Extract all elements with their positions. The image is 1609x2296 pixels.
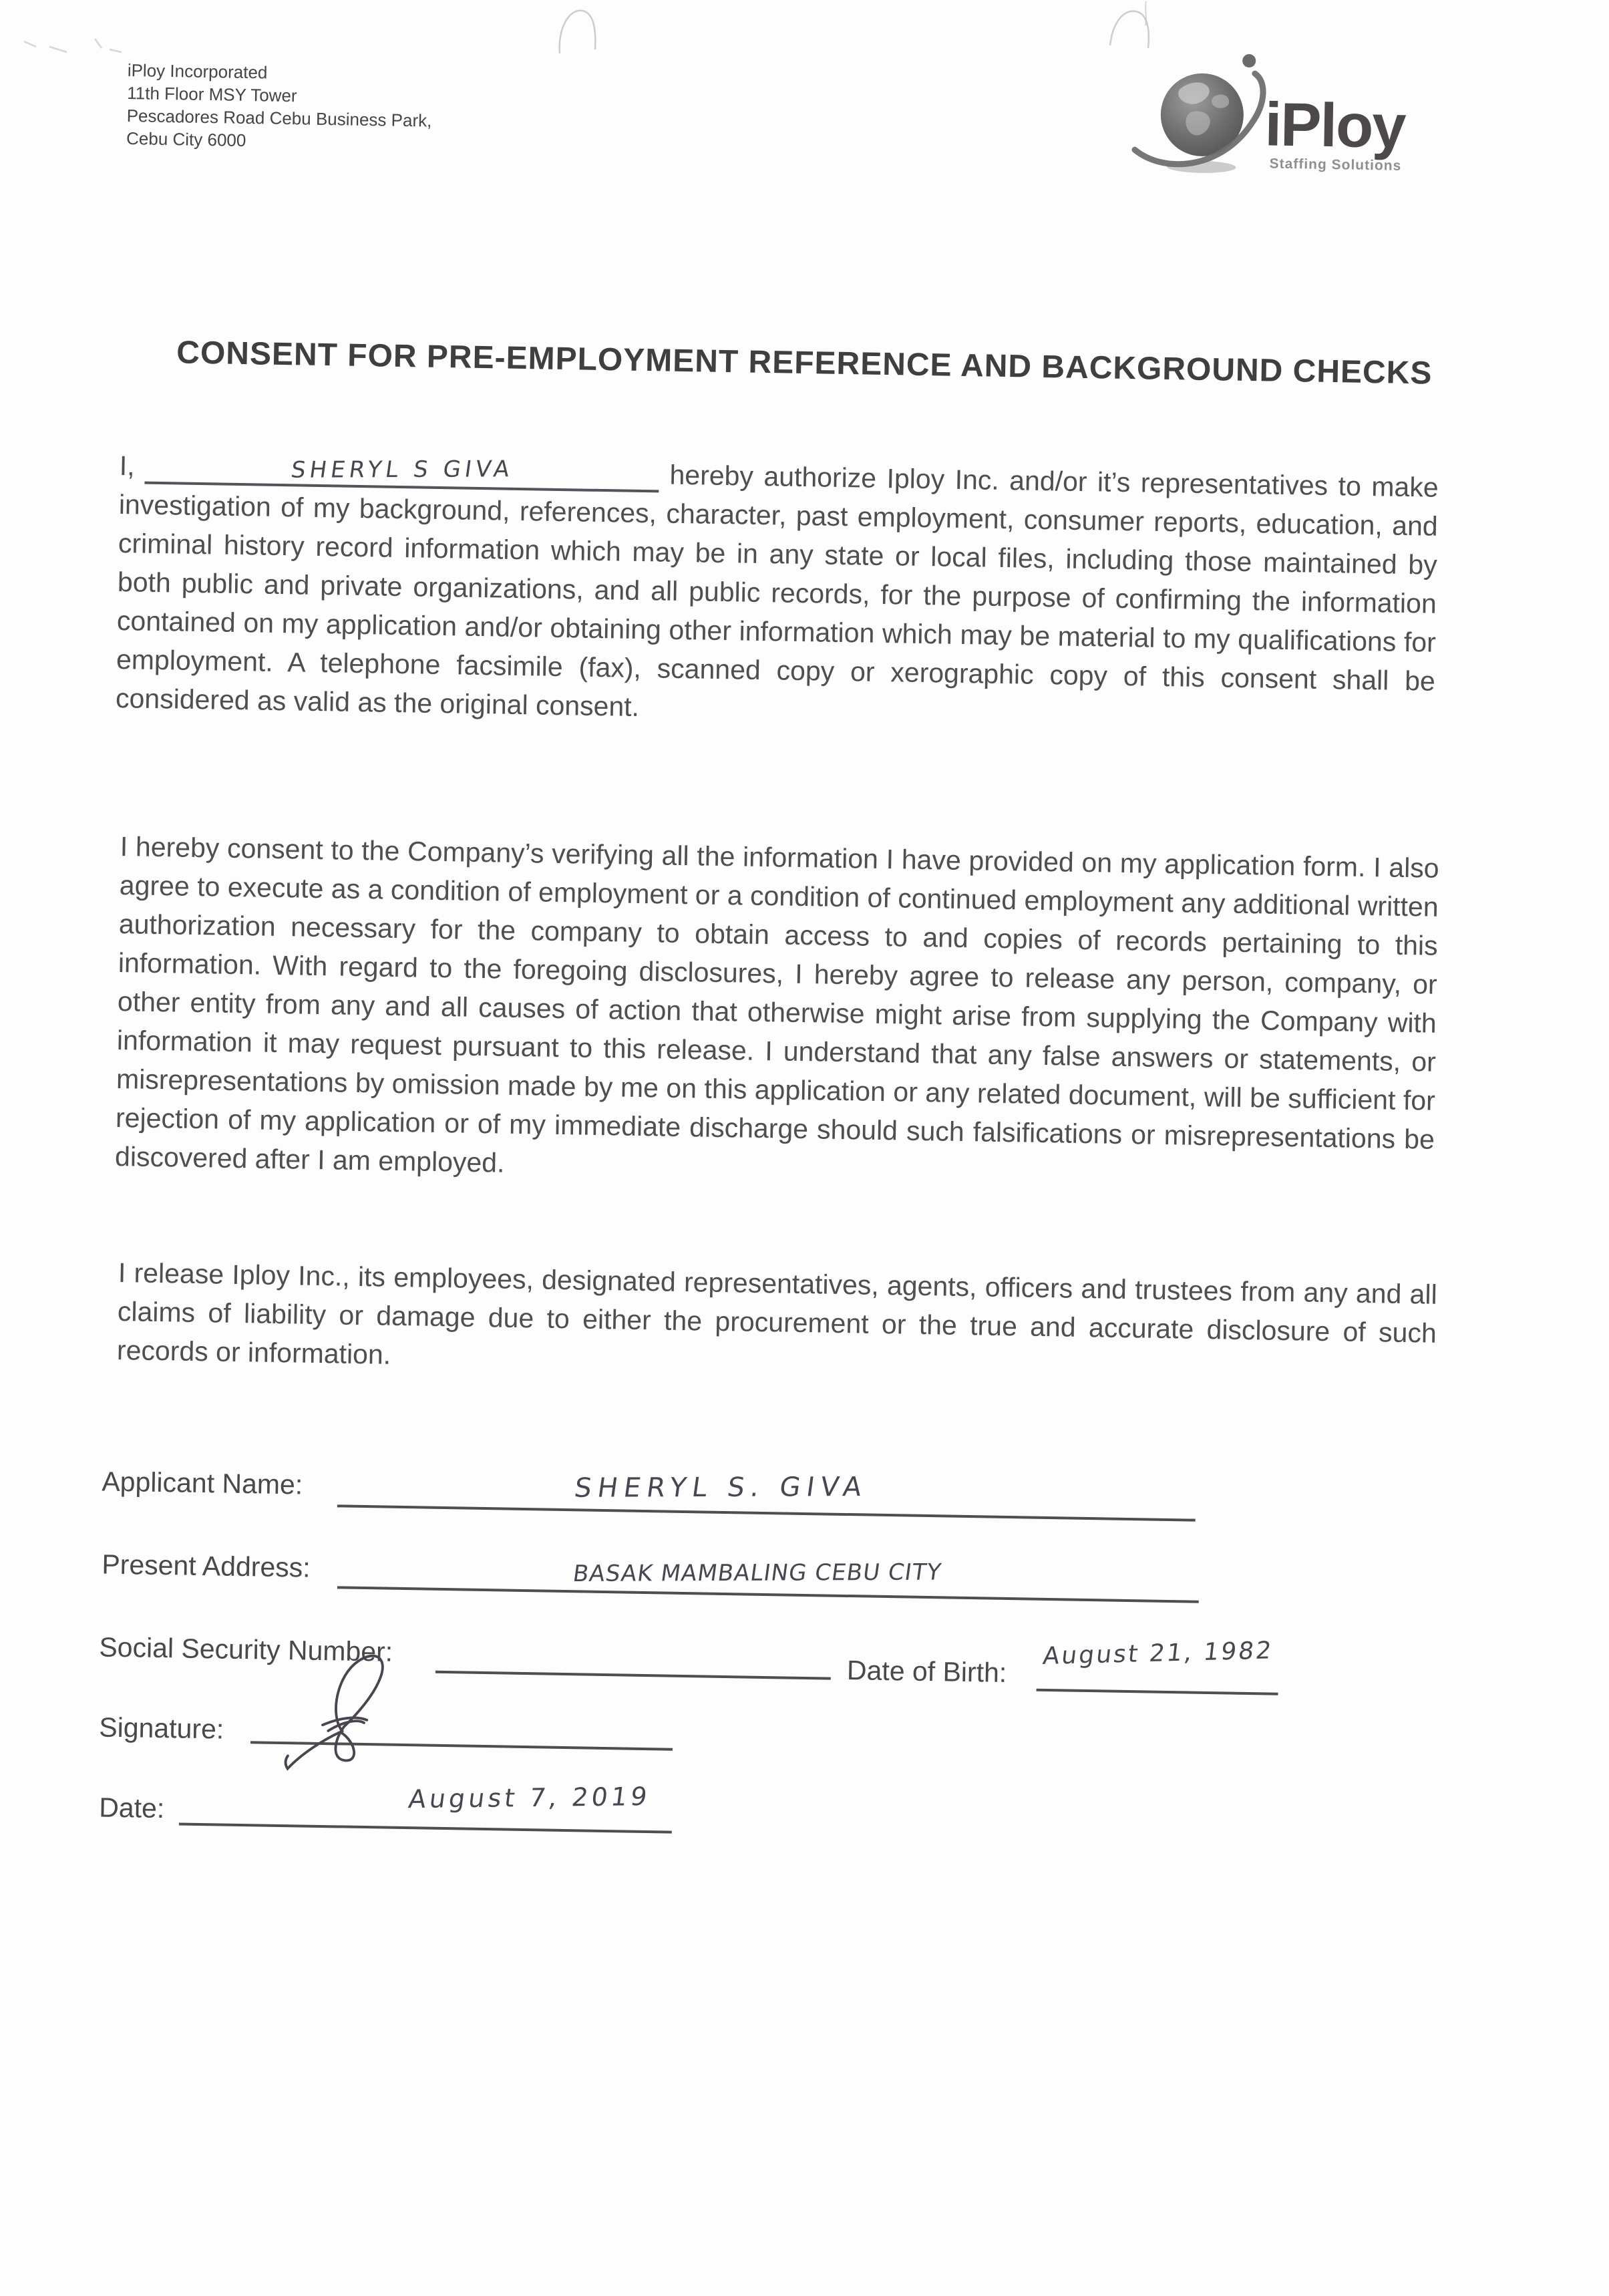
date-line <box>179 1822 672 1833</box>
company-address-line: 11th Floor MSY Tower <box>127 83 297 106</box>
signature-stroke <box>275 1648 433 1788</box>
dob-line <box>1037 1689 1278 1695</box>
authorization-paragraph <box>116 446 1439 740</box>
company-address-line: iPloy Incorporated <box>127 60 268 83</box>
document-title: CONSENT FOR PRE-EMPLOYMENT REFERENCE AND BACKGROUND CHECKS <box>176 335 1433 391</box>
ssn-label: Social Security Number: <box>99 1631 393 1667</box>
ssn-line <box>435 1671 831 1680</box>
release-paragraph: I release Iploy Inc., its employees, designated representatives, agents, officers and trustees from any and all claims of liability or damage due to either the procurement or the true and accurate disclosure of such records or information. <box>116 1257 1438 1370</box>
applicant-name-label: Applicant Name: <box>102 1466 303 1500</box>
applicant-name-line <box>337 1504 1196 1521</box>
ssn-dob-row <box>0 1630 1609 1724</box>
present-address-value: BASAK MAMBALING CEBU CITY <box>571 1559 944 1587</box>
company-address-line: Cebu City 6000 <box>126 128 246 150</box>
date-row <box>0 1782 1609 1878</box>
company-address-block <box>126 59 433 155</box>
paragraph-body: hereby authorize Iploy Inc. and/or it’s representatives to make investigation of my background, references, character, past employment, consumer reports, education, and criminal history record information which may be in any state or local files, including those maintained by both public and private organizations, and all public records, for the purpose of confirming the information contained on my application and/or obtaining other information which may be material to my qualifications for employment. A telephone facsimile (fax), scanned copy or xerographic copy of this consent shall be considered as valid as the original consent. <box>115 459 1439 722</box>
paragraph-prefix: I, <box>119 450 136 482</box>
present-address-line <box>337 1586 1199 1603</box>
dob-label: Date of Birth: <box>846 1655 1007 1688</box>
logo-person-head <box>1242 54 1256 67</box>
company-address-line: Pescadores Road Cebu Business Park, <box>126 105 432 131</box>
present-address-label: Present Address: <box>102 1548 311 1583</box>
date-label: Date: <box>98 1792 165 1824</box>
consent-paragraph: I hereby consent to the Company’s verifying all the information I have provided on my application form. I also agree to execute as a condition of employment or a condition of continued employment any additional written authorization necessary for the company to obtain access to and copies of records pertaining to this information. With regard to the foregoing disclosures, I hereby agree to release any person, company, or other entity from any and all causes of action that otherwise might arise from supplying the Company with information it may request pursuant to this release. I understand that any false answers or statements, or misrepresentations by omission made by me on this application or any related document, will be sufficient for rejection of my application or of my immediate discharge should such falsifications or misrepresentations be discovered after I am employed. <box>114 831 1439 1178</box>
date-value: August 7, 2019 <box>407 1782 653 1814</box>
signature-label: Signature: <box>98 1711 224 1745</box>
inline-name-blank-line <box>145 453 660 493</box>
applicant-name-value: SHERYL S. GIVA <box>572 1472 870 1504</box>
dob-value: August 21, 1982 <box>1041 1637 1275 1671</box>
handwritten-name-inline: SHERYL S GIVA <box>289 456 516 484</box>
logo-tagline-text: Staffing Solutions <box>1269 156 1402 174</box>
company-logo <box>1126 41 1422 180</box>
applicant-name-row <box>0 1464 1609 1558</box>
signature-row <box>0 1707 1609 1801</box>
present-address-row <box>0 1547 1609 1641</box>
logo-brand-text: iPloy <box>1264 90 1406 161</box>
